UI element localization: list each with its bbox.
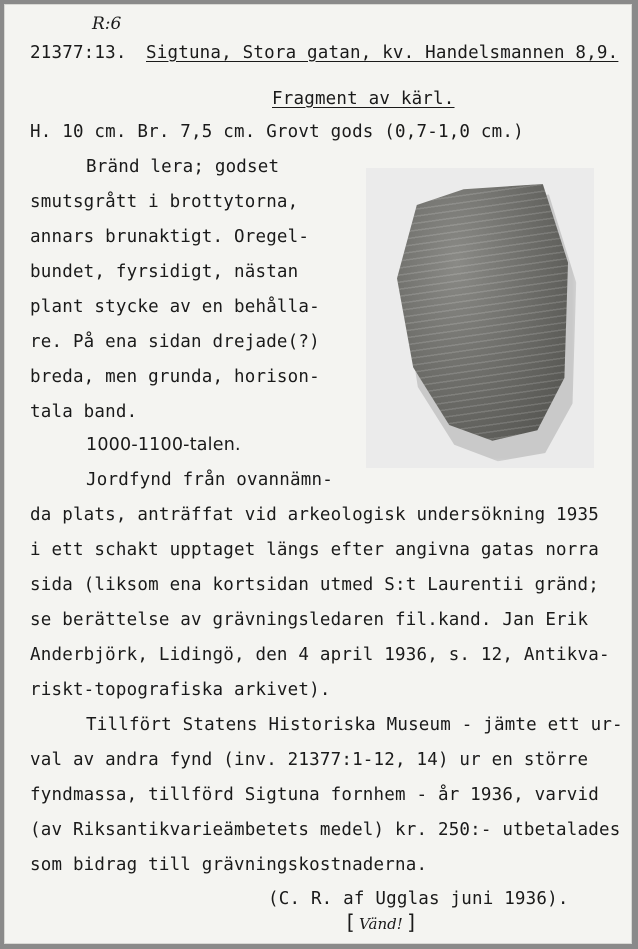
acquisition-line: Tillfört Statens Historiska Museum - jämte ett ur- [86, 715, 623, 735]
dating: 1000-1100-talen. [86, 435, 241, 455]
find-line: riskt-topografiska arkivet). [30, 680, 331, 700]
catalog-number: 21377:13. [30, 43, 127, 63]
description-line: breda, men grunda, horison- [30, 367, 320, 387]
description-line: smutsgrått i brottytorna, [30, 192, 299, 212]
description-line: plant stycke av en behålla- [30, 297, 320, 317]
description-line: annars brunaktigt. Oregel- [30, 227, 310, 247]
turn-note: [ Vänd! ] [344, 910, 418, 934]
description-line: bundet, fyrsidigt, nästan [30, 262, 299, 282]
acquisition-line: som bidrag till grävningskostnaderna. [30, 855, 428, 875]
find-location: Sigtuna, Stora gatan, kv. Handelsmannen 8,9. [146, 43, 619, 63]
find-line: i ett schakt upptaget längs efter angivna gatas norra [30, 540, 600, 560]
description-line: tala band. [30, 402, 138, 422]
find-line: da plats, anträffat vid arkeologisk undersökning 1935 [30, 505, 600, 525]
description-line: Bränd lera; godset [86, 157, 280, 177]
signature: (C. R. af Ugglas juni 1936). [268, 889, 569, 909]
find-line: se berättelse av grävningsledaren fil.kand. Jan Erik [30, 610, 589, 630]
dimensions: H. 10 cm. Br. 7,5 cm. Grovt gods (0,7-1,0 cm.) [30, 122, 524, 142]
handwritten-mark: R:6 [92, 14, 122, 34]
turn-note-text: Vänd! [359, 915, 403, 933]
acquisition-line: val av andra fynd (inv. 21377:1-12, 14) ur en större [30, 750, 589, 770]
find-line: Anderbjörk, Lidingö, den 4 april 1936, s. 12, Antikva- [30, 645, 610, 665]
catalog-card [4, 4, 632, 944]
description-line: re. På ena sidan drejade(?) [30, 332, 320, 352]
acquisition-line: (av Riksantikvarieämbetets medel) kr. 250:- utbetalades [30, 820, 621, 840]
find-line: Jordfynd från ovannämn- [86, 470, 333, 490]
find-line: sida (liksom ena kortsidan utmed S:t Laurentii gränd; [30, 575, 600, 595]
acquisition-line: fyndmassa, tillförd Sigtuna fornhem - år 1936, varvid [30, 785, 600, 805]
object-title: Fragment av kärl. [272, 89, 455, 109]
